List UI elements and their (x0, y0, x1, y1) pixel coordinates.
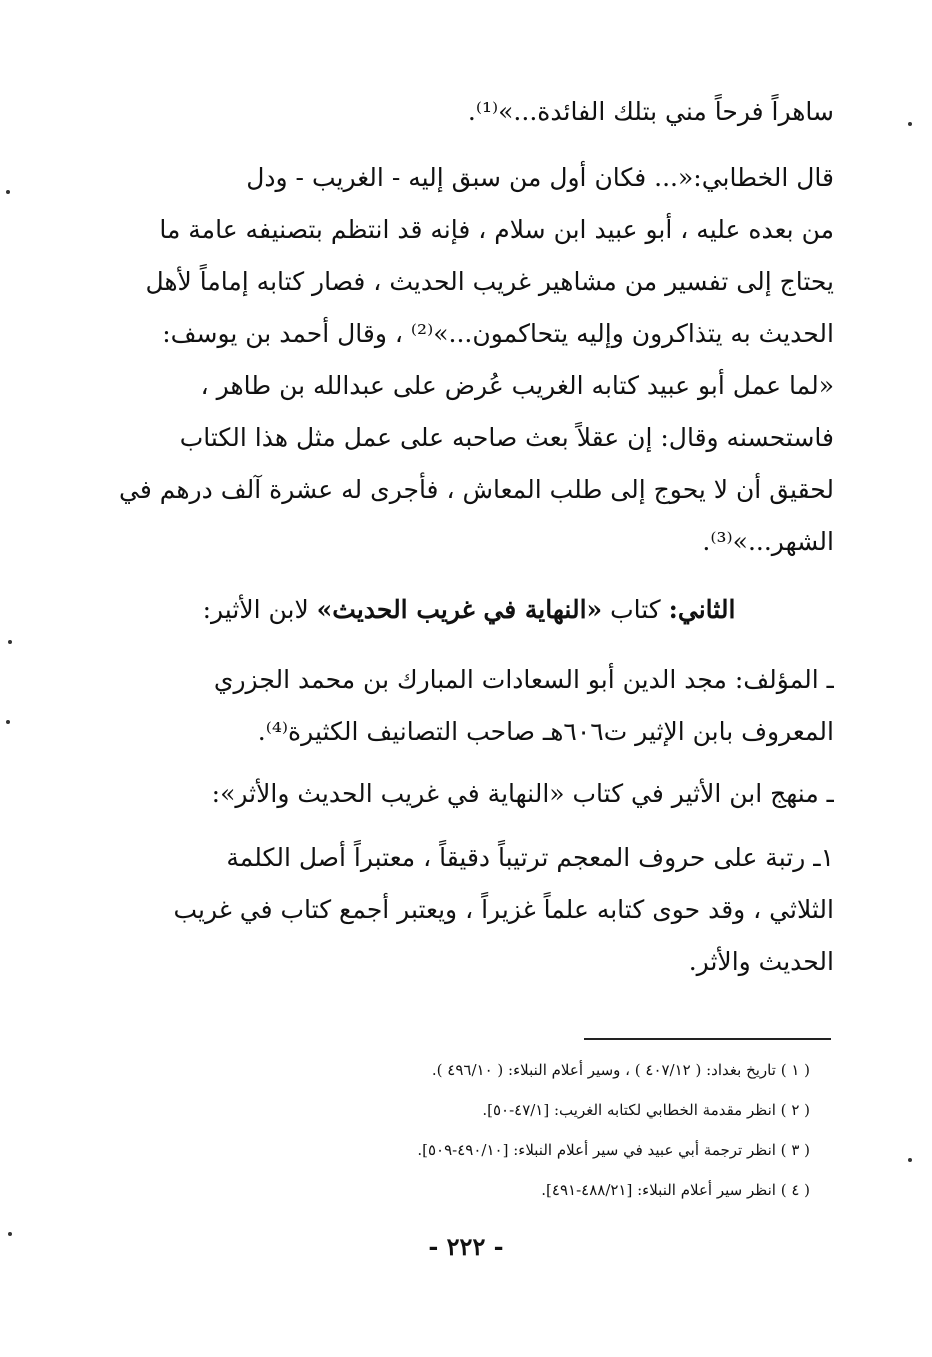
heading-suffix: لابن الأثير: (202, 595, 309, 624)
author-text: مجد الدين أبو السعادات المبارك بن محمد الجزري (213, 665, 727, 694)
text-line: الثلاثي ، وقد حوى كتابه علماً غزيراً ، ويعتبر أجمع كتاب في غريب (173, 895, 834, 924)
text-line: قال الخطابي:«... فكان أول من سبق إليه - الغريب - ودل (246, 163, 834, 192)
section-heading (104, 584, 834, 636)
text-line: فاستحسنه وقال: إن عقلاً بعث صاحبه على عمل مثل هذا الكتاب (179, 423, 834, 452)
scan-speck (8, 640, 12, 644)
paragraph-1 (104, 86, 834, 138)
footnote-separator (584, 1038, 831, 1040)
scan-speck (8, 1232, 12, 1236)
text-line: «لما عمل أبو عبيد كتابه الغريب عُرض على عبدالله بن طاهر ، (200, 371, 834, 400)
footnote: ( ١ ) تاريخ بغداد: ( ٤٠٧/١٢ ) ، وسير أعلام النبلاء: ( ٤٩٦/١٠ ). (431, 1061, 810, 1079)
author-paragraph (104, 654, 834, 758)
paragraph-2 (104, 152, 834, 568)
heading-book-title: «النهاية في غريب الحديث» (316, 595, 603, 624)
footnote: ( ٤ ) انظر سير أعلام النبلاء: [٤٨٨/٢١-٤٩١]. (541, 1181, 810, 1199)
text-line: ـ منهج ابن الأثير في كتاب «النهاية في غريب الحديث والأثر»: (211, 779, 834, 808)
text-line: ١ـ رتبة على حروف المعجم ترتيباً دقيقاً ، معتبراً أصل الكلمة (226, 843, 834, 872)
author-label: ـ المؤلف: (734, 665, 834, 694)
point-1-paragraph (104, 832, 834, 988)
method-paragraph (104, 768, 834, 820)
text-line: الحديث والأثر. (688, 947, 834, 976)
text-line: الحديث به يتذاكرون وإليه يتحاكمون...»⁽²⁾ ، وقال أحمد بن يوسف: (162, 319, 834, 348)
scan-speck (6, 720, 10, 724)
scan-speck (6, 190, 10, 194)
footnote: ( ٣ ) انظر ترجمة أبي عبيد في سير أعلام النبلاء: [٤٩٠/١٠-٥٠٩]. (417, 1141, 810, 1159)
page-number: - ٢٢٢ - (428, 1232, 504, 1261)
text-line: لحقيق أن لا يحوج إلى طلب المعاش ، فأجرى له عشرة آلف درهم في (119, 475, 834, 504)
footnotes (250, 1050, 810, 1210)
text-line: ساهراً فرحاً مني بتلك الفائدة...»⁽¹⁾. (467, 97, 834, 126)
text-line: المعروف بابن الإثير ت٦٠٦هـ صاحب التصانيف الكثيرة⁽⁴⁾. (257, 717, 834, 746)
scan-speck (908, 122, 912, 126)
scan-speck (908, 1158, 912, 1162)
heading-prefix: كتاب (610, 595, 661, 624)
footnote: ( ٢ ) انظر مقدمة الخطابي لكتابه الغريب: [٤٧/١-٥٠]. (482, 1101, 810, 1119)
text-line: من بعده عليه ، أبو عبيد ابن سلام ، فإنه قد انتظم بتصنيفه عامة ما (159, 215, 834, 244)
heading-label: الثاني: (668, 595, 736, 624)
text-line: يحتاج إلى تفسير من مشاهير غريب الحديث ، فصار كتابه إماماً لأهل (145, 267, 834, 296)
text-line: الشهر...»⁽³⁾. (702, 527, 834, 556)
